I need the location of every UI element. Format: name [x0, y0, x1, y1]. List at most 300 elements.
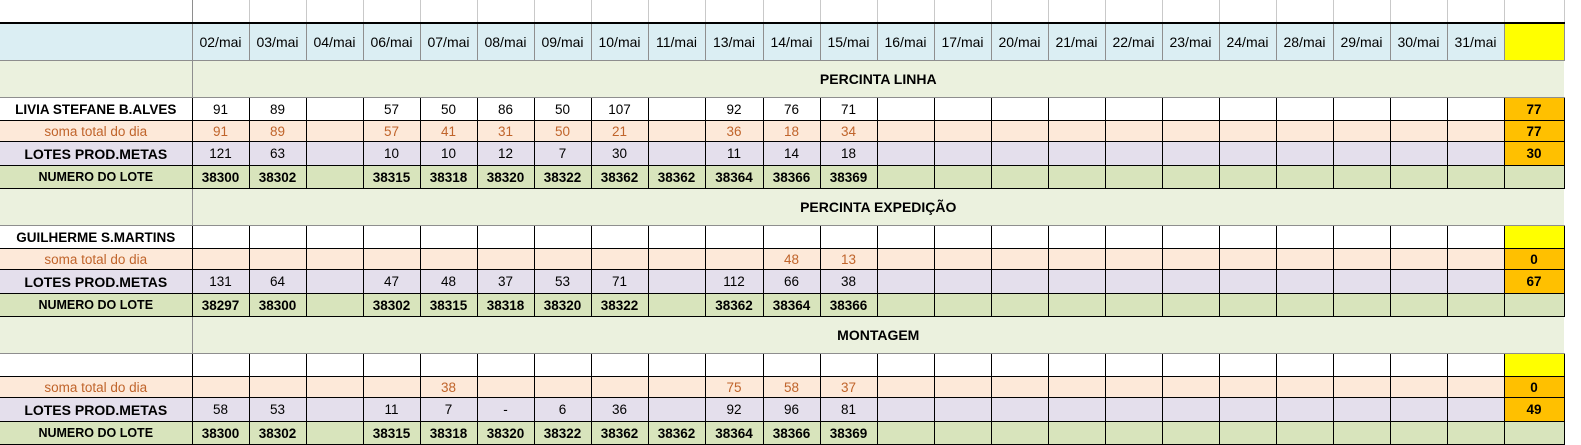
lote-number-value[interactable]: 38322	[534, 166, 591, 189]
lote-number-value[interactable]	[1105, 294, 1162, 317]
date-header[interactable]: 11/mai	[648, 23, 705, 61]
lotes-value[interactable]: 81	[820, 398, 877, 422]
cell-blank-top[interactable]	[820, 0, 877, 23]
lote-number-value[interactable]	[934, 166, 991, 189]
lote-number-total[interactable]	[1504, 166, 1564, 189]
soma-value[interactable]	[477, 377, 534, 398]
cell-blank-top[interactable]	[1447, 0, 1504, 23]
operator-value[interactable]	[1390, 226, 1447, 249]
operator-value[interactable]	[192, 354, 249, 377]
cell-blank-top[interactable]	[591, 0, 648, 23]
operator-value[interactable]	[306, 98, 363, 121]
soma-value[interactable]	[648, 121, 705, 142]
lote-number-value[interactable]: 38318	[420, 422, 477, 445]
lote-number-value[interactable]	[1390, 166, 1447, 189]
lotes-value[interactable]: 66	[763, 270, 820, 294]
operator-value[interactable]	[648, 226, 705, 249]
cell-blank-top[interactable]	[1390, 0, 1447, 23]
soma-value[interactable]	[363, 377, 420, 398]
lote-number-value[interactable]	[1162, 294, 1219, 317]
lotes-value[interactable]	[1276, 142, 1333, 166]
lotes-value[interactable]: 12	[477, 142, 534, 166]
cell-blank-top[interactable]	[648, 0, 705, 23]
lote-number-value[interactable]	[1390, 422, 1447, 445]
soma-total[interactable]: 0	[1504, 377, 1564, 398]
operator-value[interactable]: 50	[534, 98, 591, 121]
lotes-value[interactable]: 121	[192, 142, 249, 166]
lote-number-value[interactable]: 38362	[648, 166, 705, 189]
lote-number-value[interactable]: 38315	[363, 166, 420, 189]
lote-number-value[interactable]: 38366	[820, 294, 877, 317]
cell-blank-top[interactable]	[1162, 0, 1219, 23]
operator-value[interactable]: 89	[249, 98, 306, 121]
lotes-value[interactable]	[1162, 142, 1219, 166]
operator-value[interactable]	[249, 354, 306, 377]
date-header[interactable]: 08/mai	[477, 23, 534, 61]
section-label-blank[interactable]	[0, 189, 192, 226]
soma-value[interactable]	[1048, 121, 1105, 142]
lote-number-value[interactable]: 38364	[763, 294, 820, 317]
lote-number-value[interactable]	[1447, 166, 1504, 189]
section-title[interactable]: PERCINTA EXPEDIÇÃO	[192, 189, 1564, 226]
lote-number-value[interactable]: 38302	[363, 294, 420, 317]
lote-number-value[interactable]	[1276, 166, 1333, 189]
lotes-value[interactable]: 131	[192, 270, 249, 294]
lotes-value[interactable]	[1105, 142, 1162, 166]
cell-blank-top[interactable]	[763, 0, 820, 23]
lotes-value[interactable]: 10	[363, 142, 420, 166]
operator-value[interactable]	[1105, 226, 1162, 249]
lotes-value[interactable]: 64	[249, 270, 306, 294]
soma-value[interactable]	[1276, 121, 1333, 142]
soma-value[interactable]	[648, 377, 705, 398]
cell-corner-top[interactable]	[0, 0, 192, 23]
date-header[interactable]: 30/mai	[1390, 23, 1447, 61]
soma-value[interactable]: 48	[763, 249, 820, 270]
operator-value[interactable]	[1333, 98, 1390, 121]
section-label-blank[interactable]	[0, 317, 192, 354]
lotes-value[interactable]: 112	[705, 270, 763, 294]
date-header[interactable]: 21/mai	[1048, 23, 1105, 61]
lote-number-value[interactable]: 38320	[477, 166, 534, 189]
soma-value[interactable]	[420, 249, 477, 270]
operator-value[interactable]: 50	[420, 98, 477, 121]
lote-number-value[interactable]: 38322	[591, 294, 648, 317]
operator-value[interactable]	[192, 226, 249, 249]
date-header[interactable]: 31/mai	[1447, 23, 1504, 61]
soma-total[interactable]: 77	[1504, 121, 1564, 142]
operator-value[interactable]	[934, 354, 991, 377]
lotes-value[interactable]	[306, 142, 363, 166]
lotes-value[interactable]: 53	[249, 398, 306, 422]
date-header[interactable]: 09/mai	[534, 23, 591, 61]
lote-number-value[interactable]	[1333, 294, 1390, 317]
lotes-value[interactable]	[1447, 270, 1504, 294]
soma-value[interactable]: 75	[705, 377, 763, 398]
lote-number-value[interactable]	[877, 422, 934, 445]
soma-value[interactable]	[991, 249, 1048, 270]
soma-value[interactable]	[1162, 121, 1219, 142]
soma-value[interactable]	[934, 121, 991, 142]
lote-number-value[interactable]	[1333, 166, 1390, 189]
soma-value[interactable]	[1162, 249, 1219, 270]
soma-value[interactable]	[1048, 377, 1105, 398]
date-header[interactable]: 14/mai	[763, 23, 820, 61]
lote-number-value[interactable]: 38362	[591, 166, 648, 189]
lote-number-value[interactable]: 38302	[249, 166, 306, 189]
operator-value[interactable]	[1333, 226, 1390, 249]
operator-value[interactable]	[648, 354, 705, 377]
lote-number-value[interactable]	[1276, 422, 1333, 445]
lotes-value[interactable]	[1333, 142, 1390, 166]
operator-value[interactable]	[877, 226, 934, 249]
header-corner[interactable]	[0, 23, 192, 61]
lotes-value[interactable]	[1048, 142, 1105, 166]
soma-value[interactable]	[363, 249, 420, 270]
soma-value[interactable]	[306, 249, 363, 270]
operator-value[interactable]	[420, 354, 477, 377]
operator-value[interactable]	[705, 226, 763, 249]
lotes-value[interactable]: 48	[420, 270, 477, 294]
lotes-value[interactable]	[648, 270, 705, 294]
operator-value[interactable]	[1048, 98, 1105, 121]
total-header[interactable]	[1504, 23, 1564, 61]
operator-value[interactable]	[249, 226, 306, 249]
date-header[interactable]: 03/mai	[249, 23, 306, 61]
lotes-total[interactable]: 67	[1504, 270, 1564, 294]
lotes-value[interactable]	[1219, 270, 1276, 294]
soma-value[interactable]	[934, 249, 991, 270]
soma-value[interactable]	[591, 249, 648, 270]
lotes-value[interactable]	[1447, 142, 1504, 166]
soma-value[interactable]	[1219, 121, 1276, 142]
operator-value[interactable]: 86	[477, 98, 534, 121]
soma-value[interactable]	[534, 377, 591, 398]
cell-blank-top[interactable]	[420, 0, 477, 23]
operator-value[interactable]	[591, 226, 648, 249]
operator-value[interactable]	[1447, 354, 1504, 377]
soma-value[interactable]	[1276, 377, 1333, 398]
soma-total[interactable]: 0	[1504, 249, 1564, 270]
lotes-value[interactable]	[991, 142, 1048, 166]
operator-value[interactable]	[877, 98, 934, 121]
date-header[interactable]: 16/mai	[877, 23, 934, 61]
lotes-value[interactable]: 37	[477, 270, 534, 294]
operator-value[interactable]	[1390, 98, 1447, 121]
soma-value[interactable]	[477, 249, 534, 270]
soma-value[interactable]	[991, 377, 1048, 398]
lote-number-value[interactable]: 38320	[534, 294, 591, 317]
operator-value[interactable]	[591, 354, 648, 377]
soma-value[interactable]	[1276, 249, 1333, 270]
lotes-total[interactable]: 30	[1504, 142, 1564, 166]
cell-blank-top[interactable]	[306, 0, 363, 23]
lote-number-value[interactable]: 38315	[363, 422, 420, 445]
lote-number-value[interactable]	[1219, 422, 1276, 445]
operator-value[interactable]	[306, 226, 363, 249]
lote-number-value[interactable]: 38362	[648, 422, 705, 445]
lote-number-value[interactable]	[934, 422, 991, 445]
operator-value[interactable]	[705, 354, 763, 377]
soma-value[interactable]: 58	[763, 377, 820, 398]
lote-number-value[interactable]	[1162, 166, 1219, 189]
operator-value[interactable]: 71	[820, 98, 877, 121]
lote-number-value[interactable]	[306, 166, 363, 189]
lote-number-value[interactable]	[306, 422, 363, 445]
soma-value[interactable]	[192, 249, 249, 270]
lotes-value[interactable]	[1333, 270, 1390, 294]
lotes-value[interactable]	[934, 398, 991, 422]
operator-value[interactable]	[1333, 354, 1390, 377]
cell-blank-top[interactable]	[991, 0, 1048, 23]
soma-value[interactable]	[705, 249, 763, 270]
lote-number-value[interactable]: 38362	[705, 294, 763, 317]
lotes-value[interactable]: 58	[192, 398, 249, 422]
lote-number-value[interactable]: 38364	[705, 166, 763, 189]
section-title[interactable]: MONTAGEM	[192, 317, 1564, 354]
lotes-value[interactable]: 11	[363, 398, 420, 422]
soma-value[interactable]	[877, 377, 934, 398]
lotes-value[interactable]	[648, 142, 705, 166]
lotes-value[interactable]	[1162, 398, 1219, 422]
lotes-value[interactable]: 53	[534, 270, 591, 294]
lote-number-value[interactable]	[1447, 294, 1504, 317]
lotes-value[interactable]	[1219, 398, 1276, 422]
lotes-value[interactable]: 6	[534, 398, 591, 422]
operator-value[interactable]	[991, 98, 1048, 121]
soma-value[interactable]: 91	[192, 121, 249, 142]
operator-value[interactable]	[1219, 98, 1276, 121]
lote-number-value[interactable]	[1219, 294, 1276, 317]
section-label-blank[interactable]	[0, 61, 192, 98]
lotes-value[interactable]: 7	[534, 142, 591, 166]
lotes-label[interactable]: LOTES PROD.METAS	[0, 270, 192, 294]
date-header[interactable]: 15/mai	[820, 23, 877, 61]
operator-name[interactable]	[0, 354, 192, 377]
lote-number-value[interactable]	[1333, 422, 1390, 445]
soma-value[interactable]	[877, 249, 934, 270]
lote-number-value[interactable]	[991, 294, 1048, 317]
cell-blank-top[interactable]	[1105, 0, 1162, 23]
lote-number-value[interactable]	[1447, 422, 1504, 445]
operator-value[interactable]	[1162, 226, 1219, 249]
cell-blank-top[interactable]	[1504, 0, 1564, 23]
operator-value[interactable]	[877, 354, 934, 377]
cell-blank-top[interactable]	[1219, 0, 1276, 23]
soma-value[interactable]	[534, 249, 591, 270]
operator-value[interactable]	[534, 354, 591, 377]
lote-number-value[interactable]	[1276, 294, 1333, 317]
operator-name[interactable]: LIVIA STEFANE B.ALVES	[0, 98, 192, 121]
lote-number-value[interactable]: 38364	[705, 422, 763, 445]
soma-value[interactable]	[1219, 249, 1276, 270]
operator-value[interactable]: 91	[192, 98, 249, 121]
date-header[interactable]: 20/mai	[991, 23, 1048, 61]
lotes-value[interactable]: 11	[705, 142, 763, 166]
operator-value[interactable]	[1447, 98, 1504, 121]
lotes-value[interactable]: 10	[420, 142, 477, 166]
cell-blank-top[interactable]	[705, 0, 763, 23]
lotes-value[interactable]: 18	[820, 142, 877, 166]
lote-number-value[interactable]	[934, 294, 991, 317]
lote-number-value[interactable]: 38315	[420, 294, 477, 317]
lotes-value[interactable]	[934, 142, 991, 166]
soma-value[interactable]	[1447, 377, 1504, 398]
lote-number-value[interactable]	[991, 166, 1048, 189]
date-header[interactable]: 10/mai	[591, 23, 648, 61]
date-header[interactable]: 24/mai	[1219, 23, 1276, 61]
lotes-value[interactable]	[1048, 270, 1105, 294]
lotes-value[interactable]	[877, 398, 934, 422]
soma-value[interactable]	[1333, 377, 1390, 398]
cell-blank-top[interactable]	[877, 0, 934, 23]
soma-value[interactable]	[591, 377, 648, 398]
operator-value[interactable]	[1105, 354, 1162, 377]
lotes-value[interactable]	[1105, 270, 1162, 294]
date-header[interactable]: 04/mai	[306, 23, 363, 61]
operator-value[interactable]	[1219, 226, 1276, 249]
lote-number-value[interactable]	[648, 294, 705, 317]
lote-number-total[interactable]	[1504, 422, 1564, 445]
lote-number-value[interactable]	[1105, 422, 1162, 445]
lotes-value[interactable]	[1276, 398, 1333, 422]
lotes-total[interactable]: 49	[1504, 398, 1564, 422]
operator-name[interactable]: GUILHERME S.MARTINS	[0, 226, 192, 249]
lote-number-value[interactable]: 38318	[477, 294, 534, 317]
operator-value[interactable]	[1162, 98, 1219, 121]
lote-number-value[interactable]: 38362	[591, 422, 648, 445]
lotes-value[interactable]	[1390, 270, 1447, 294]
soma-value[interactable]: 31	[477, 121, 534, 142]
cell-blank-top[interactable]	[934, 0, 991, 23]
lotes-value[interactable]: 63	[249, 142, 306, 166]
lotes-value[interactable]	[877, 270, 934, 294]
lote-number-value[interactable]: 38366	[763, 166, 820, 189]
soma-value[interactable]	[192, 377, 249, 398]
lote-number-value[interactable]: 38302	[249, 422, 306, 445]
date-header[interactable]: 07/mai	[420, 23, 477, 61]
operator-value[interactable]	[991, 226, 1048, 249]
operator-value[interactable]	[1276, 98, 1333, 121]
soma-value[interactable]	[306, 121, 363, 142]
soma-value[interactable]	[1219, 377, 1276, 398]
soma-value[interactable]	[1447, 121, 1504, 142]
cell-blank-top[interactable]	[1333, 0, 1390, 23]
cell-blank-top[interactable]	[192, 0, 249, 23]
lotes-value[interactable]	[991, 398, 1048, 422]
lote-number-value[interactable]	[877, 166, 934, 189]
lote-number-value[interactable]: 38369	[820, 422, 877, 445]
lote-number-value[interactable]	[306, 294, 363, 317]
operator-value[interactable]	[1048, 226, 1105, 249]
operator-total[interactable]	[1504, 226, 1564, 249]
soma-value[interactable]	[1105, 121, 1162, 142]
lotes-value[interactable]	[1162, 270, 1219, 294]
soma-label[interactable]: soma total do dia	[0, 121, 192, 142]
lote-number-value[interactable]	[1105, 166, 1162, 189]
soma-value[interactable]: 36	[705, 121, 763, 142]
operator-value[interactable]	[763, 354, 820, 377]
soma-label[interactable]: soma total do dia	[0, 249, 192, 270]
lote-number-value[interactable]: 38300	[249, 294, 306, 317]
operator-value[interactable]	[820, 354, 877, 377]
operator-value[interactable]	[763, 226, 820, 249]
lotes-value[interactable]	[1105, 398, 1162, 422]
soma-value[interactable]	[1333, 121, 1390, 142]
lote-number-value[interactable]	[1390, 294, 1447, 317]
operator-value[interactable]	[420, 226, 477, 249]
operator-value[interactable]	[1447, 226, 1504, 249]
operator-value[interactable]	[534, 226, 591, 249]
lotes-value[interactable]: 38	[820, 270, 877, 294]
cell-blank-top[interactable]	[534, 0, 591, 23]
lotes-value[interactable]	[1390, 398, 1447, 422]
date-header[interactable]: 23/mai	[1162, 23, 1219, 61]
lotes-value[interactable]: 30	[591, 142, 648, 166]
lote-number-value[interactable]: 38369	[820, 166, 877, 189]
soma-value[interactable]	[1105, 377, 1162, 398]
date-header[interactable]: 02/mai	[192, 23, 249, 61]
lote-number-value[interactable]	[991, 422, 1048, 445]
lote-number-total[interactable]	[1504, 294, 1564, 317]
operator-total[interactable]: 77	[1504, 98, 1564, 121]
soma-value[interactable]	[1162, 377, 1219, 398]
lote-number-value[interactable]	[1048, 422, 1105, 445]
date-header[interactable]: 13/mai	[705, 23, 763, 61]
operator-total[interactable]	[1504, 354, 1564, 377]
operator-value[interactable]	[934, 226, 991, 249]
operator-value[interactable]	[477, 354, 534, 377]
lote-number-value[interactable]	[877, 294, 934, 317]
operator-value[interactable]	[306, 354, 363, 377]
lotes-value[interactable]	[1219, 142, 1276, 166]
soma-value[interactable]	[934, 377, 991, 398]
soma-value[interactable]	[1048, 249, 1105, 270]
lote-number-value[interactable]	[1048, 166, 1105, 189]
lote-number-value[interactable]: 38297	[192, 294, 249, 317]
soma-value[interactable]: 34	[820, 121, 877, 142]
lote-number-value[interactable]: 38300	[192, 422, 249, 445]
operator-value[interactable]	[363, 226, 420, 249]
soma-value[interactable]: 50	[534, 121, 591, 142]
operator-value[interactable]	[934, 98, 991, 121]
operator-value[interactable]	[1276, 354, 1333, 377]
lotes-value[interactable]	[1048, 398, 1105, 422]
operator-value[interactable]: 107	[591, 98, 648, 121]
date-header[interactable]: 22/mai	[1105, 23, 1162, 61]
lotes-value[interactable]	[1276, 270, 1333, 294]
soma-value[interactable]: 37	[820, 377, 877, 398]
lotes-value[interactable]	[306, 270, 363, 294]
soma-value[interactable]: 18	[763, 121, 820, 142]
operator-value[interactable]	[477, 226, 534, 249]
soma-label[interactable]: soma total do dia	[0, 377, 192, 398]
operator-value[interactable]: 92	[705, 98, 763, 121]
lotes-value[interactable]	[306, 398, 363, 422]
operator-value[interactable]	[1390, 354, 1447, 377]
soma-value[interactable]	[1447, 249, 1504, 270]
cell-blank-top[interactable]	[1276, 0, 1333, 23]
operator-value[interactable]	[648, 98, 705, 121]
section-title[interactable]: PERCINTA LINHA	[192, 61, 1564, 98]
lote-number-label[interactable]: NUMERO DO LOTE	[0, 294, 192, 317]
lote-number-value[interactable]: 38322	[534, 422, 591, 445]
lote-number-value[interactable]	[1048, 294, 1105, 317]
operator-value[interactable]: 57	[363, 98, 420, 121]
lote-number-value[interactable]: 38300	[192, 166, 249, 189]
lotes-value[interactable]: 47	[363, 270, 420, 294]
soma-value[interactable]: 13	[820, 249, 877, 270]
